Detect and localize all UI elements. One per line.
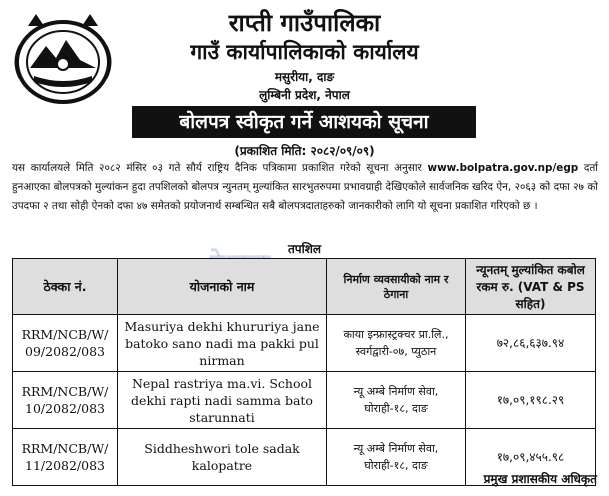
- office-province: लुम्बिनी प्रदेश, नेपाल: [259, 88, 350, 102]
- table-row: [13, 372, 596, 429]
- paragraph-part-1: यस कार्यालयले मिति २०८२ मंसिर ०३ गते सौर्य राष्ट्रिय दैनिक पत्रिकामा प्रकाशित गरेको सूचना अनुसार: [12, 162, 428, 174]
- col-header-project-name: योजनाको नाम: [118, 259, 327, 315]
- table-row: [13, 315, 596, 372]
- contract-no: RRM/NCB/W/ 10/2082/083: [13, 372, 118, 429]
- table-header-row: [13, 259, 596, 315]
- contract-no: RRM/NCB/W/ 09/2082/083: [13, 315, 118, 372]
- project-name: Siddheshwori tole sadak kalopatre: [118, 429, 327, 486]
- project-name: Masuriya dekhi khururiya jane batoko sano nadi ma pakki pul nirman: [118, 315, 327, 372]
- notice-paragraph: [12, 159, 598, 216]
- notice-title: बोलपत्र स्वीकृत गर्ने आशयको सूचना: [132, 106, 476, 138]
- col-header-amount: न्यूनतम् मुल्यांकित कबोल रकम रु. (VAT & PS सहित): [466, 259, 596, 315]
- col-header-contract-no: ठेक्का नं.: [13, 259, 118, 315]
- details-heading: तपशिल: [287, 242, 322, 256]
- signatory-title: प्रमुख प्रशासकीय अधिकृत: [483, 472, 597, 486]
- office-name: गाउँ कार्यापालिकाको कार्यालय: [190, 40, 419, 64]
- amount: १७,०९,१९८.२९: [466, 372, 596, 429]
- contractor: न्यू अम्बे निर्माण सेवा, घोराही-१८, दाङ: [327, 372, 466, 429]
- contract-no: RRM/NCB/W/ 11/2082/083: [13, 429, 118, 486]
- office-location: मसुरीया, दाङ: [274, 70, 335, 84]
- contractor: न्यू अम्बे निर्माण सेवा, घोराही-१८, दाङ: [327, 429, 466, 486]
- municipality-name: राप्ती गाउँपालिका: [228, 9, 381, 37]
- col-header-contractor: निर्माण व्यवसायीको नाम र ठेगाना: [327, 259, 466, 315]
- contractor: काया इन्फ्रास्ट्रक्चर प्रा.लि., स्वर्गद्वारी-०७, प्युठान: [327, 315, 466, 372]
- amount: ७२,८६,६३७.९४: [466, 315, 596, 372]
- published-date: (प्रकाशित मिति: २०८२/०९/०९): [234, 144, 375, 158]
- project-name: Nepal rastriya ma.vi. School dekhi rapti nadi samma bato starunnati: [118, 372, 327, 429]
- paragraph-part-2: दर्ता हुनआएका बोलपत्रको मुल्यांकन हुदा तपशिलको बोलपत्र न्युनतम् मुल्यांकित सारभुतरुपमा प्रभावग्राही देखिएकोले सार्वजनिक खरिद ऐन, २०६३ को दफा २७ को उपदफा २ तथा सोही ऐनको दफा ४७ समेतको प्रयोजनार्थ सम्बन्धित सबै बोलपत्रदाताहरुको जानकारीको लागि यो सूचना प्रकाशित गरिएको छ ।: [12, 162, 598, 212]
- egp-link[interactable]: www.bolpatra.gov.np/egp: [427, 162, 579, 174]
- contract-table: [12, 258, 596, 486]
- amount: १७,०९,४५५.९८: [466, 429, 596, 486]
